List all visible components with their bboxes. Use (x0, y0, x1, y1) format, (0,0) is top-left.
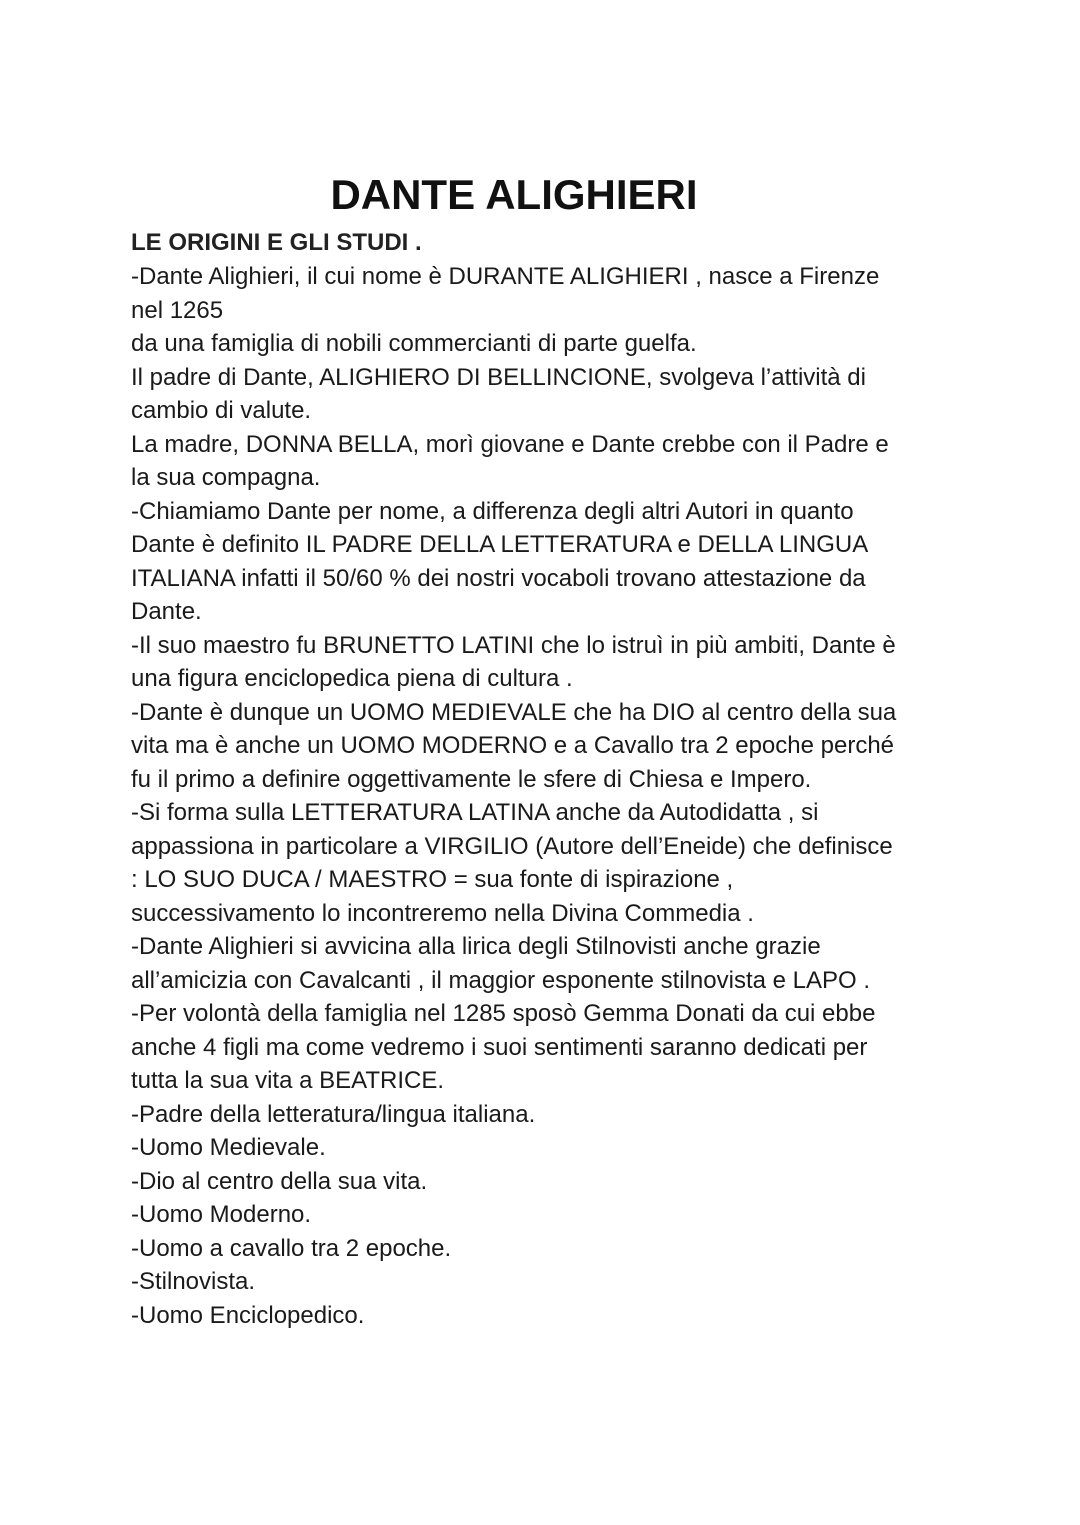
text-line: Il padre di Dante, ALIGHIERO DI BELLINCIONE, svolgeva l’attività di (131, 363, 866, 391)
list-item: -Uomo Enciclopedico. (131, 1301, 365, 1329)
text-line: fu il primo a definire oggettivamente le sfere di Chiesa e Impero. (131, 765, 812, 793)
text-line: ITALIANA infatti il 50/60 % dei nostri vocaboli trovano attestazione da (131, 564, 866, 592)
text-line: anche 4 figli ma come vedremo i suoi sentimenti saranno dedicati per (131, 1033, 868, 1061)
text-line: -Dante è dunque un UOMO MEDIEVALE che ha DIO al centro della sua (131, 698, 897, 726)
text-line: nel 1265 (131, 296, 224, 324)
text-line: -Si forma sulla LETTERATURA LATINA anche da Autodidatta , si (131, 799, 819, 826)
text-line: -Dante Alighieri si avvicina alla lirica degli Stilnovisti anche grazie (131, 933, 821, 960)
text-line: la sua compagna. (131, 464, 321, 491)
text-line: cambio di valute. (131, 397, 312, 424)
text-line: : LO SUO DUCA / MAESTRO = sua fonte di ispirazione , (131, 866, 734, 893)
section-heading: LE ORIGINI E GLI STUDI . (131, 229, 422, 256)
text-line: tutta la sua vita a BEATRICE. (131, 1067, 445, 1094)
text-line: all’amicizia con Cavalcanti , il maggior esponente stilnovista e LAPO . (131, 966, 871, 994)
list-item: -Dio al centro della sua vita. (131, 1167, 428, 1195)
text-line: appassiona in particolare a VIRGILIO (Autore dell’Eneide) che definisce (131, 832, 893, 860)
list-item: -Stilnovista. (131, 1268, 256, 1295)
list-item: -Uomo a cavallo tra 2 epoche. (131, 1234, 452, 1262)
text-line: -Dante Alighieri, il cui nome è DURANTE ALIGHIERI , nasce a Firenze (131, 263, 880, 290)
text-line: Dante è definito IL PADRE DELLA LETTERATURA e DELLA LINGUA (131, 531, 869, 558)
text-line: Dante. (131, 598, 202, 625)
list-item: -Uomo Medievale. (131, 1134, 326, 1161)
text-line: da una famiglia di nobili commercianti di parte guelfa. (131, 330, 697, 357)
text-line: -Il suo maestro fu BRUNETTO LATINI che lo istruì in più ambiti, Dante è (131, 631, 896, 659)
text-line: vita ma è anche un UOMO MODERNO e a Cavallo tra 2 epoche perché (131, 732, 895, 759)
text-line: -Chiamiamo Dante per nome, a differenza degli altri Autori in quanto (131, 497, 854, 525)
text-line: successivamento lo incontreremo nella Divina Commedia . (131, 899, 754, 927)
document-title: DANTE ALIGHIERI (330, 171, 698, 218)
text-line: una figura enciclopedica piena di cultura . (131, 665, 573, 692)
list-item: -Padre della letteratura/lingua italiana. (131, 1100, 536, 1128)
document-body (131, 226, 961, 1332)
list-item: -Uomo Moderno. (131, 1201, 312, 1228)
text-line: La madre, DONNA BELLA, morì giovane e Dante crebbe con il Padre e (131, 430, 889, 458)
text-line: -Per volontà della famiglia nel 1285 sposò Gemma Donati da cui ebbe (131, 1000, 876, 1027)
